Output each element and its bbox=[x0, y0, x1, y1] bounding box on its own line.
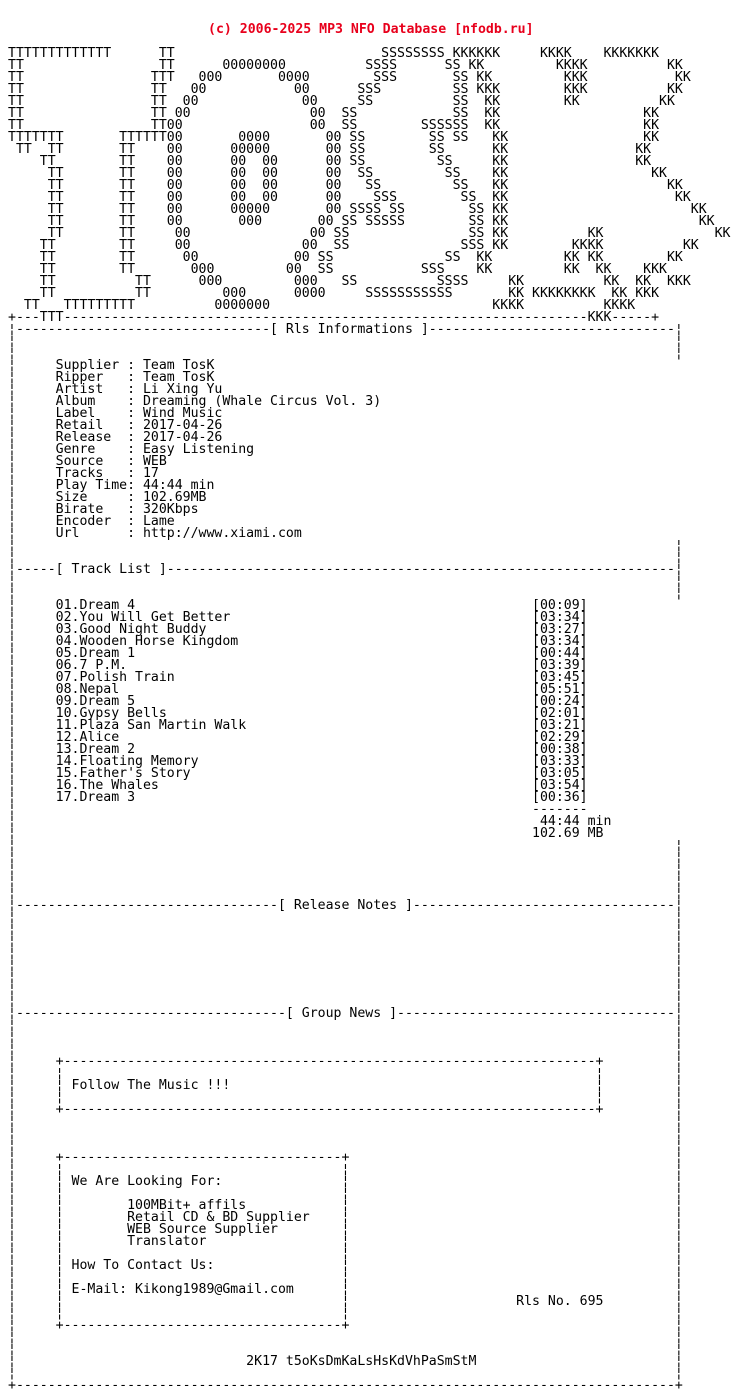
nfo-line: ¦ 06.7 P.M. [03:39] bbox=[8, 658, 588, 673]
nfo-line: ¦ Ripper : Team TosK bbox=[8, 370, 215, 385]
nfo-line: ¦ ¦ ¦ ¦ bbox=[8, 1066, 683, 1081]
nfo-line: ¦-----[ Track List ]----------------------------------------------------------------¦ bbox=[8, 562, 683, 577]
nfo-line: ¦ Source : WEB bbox=[8, 454, 167, 469]
nfo-document bbox=[8, 0, 744, 1392]
nfo-line: ¦ 05.Dream 1 [00:44] bbox=[8, 646, 588, 661]
nfo-line: ¦ ¦ bbox=[8, 1330, 683, 1345]
nfo-line: ¦ ¦ bbox=[8, 970, 683, 985]
nfo-line: ¦ ¦ bbox=[8, 946, 683, 961]
nfo-line: ¦ Supplier : Team TosK bbox=[8, 358, 215, 373]
nfo-line: TT TT 00 00 SS SS KK KK KK bbox=[8, 94, 675, 109]
nfo-line: ¦ 03.Good Night Buddy [03:27] bbox=[8, 622, 588, 637]
nfo-line: TT TT 00 00 SS SS KK KK KK bbox=[8, 226, 731, 241]
nfo-line: +---TTT------------------------------------------------------------------KKK-----+ bbox=[8, 310, 660, 325]
nfo-line: ¦ 02.You Will Get Better [03:34] bbox=[8, 610, 588, 625]
nfo-line: ¦ ¦ bbox=[8, 838, 683, 853]
nfo-line: ¦ ¦ How To Contact Us: ¦ ¦ bbox=[8, 1258, 683, 1273]
nfo-line: TT TT 00 000 00 SS SSSSS SS KK KK bbox=[8, 214, 715, 229]
nfo-line: ¦ +-------------------------------------------------------------------+ ¦ bbox=[8, 1102, 683, 1117]
nfo-line: ¦ ¦ bbox=[8, 874, 683, 889]
nfo-line: ¦ 10.Gypsy Bells [02:01] bbox=[8, 706, 588, 721]
nfo-line: ¦ ¦ bbox=[8, 1366, 683, 1381]
nfo-line: TT TT 00 00 SS SSS KK KKKK KK bbox=[8, 238, 699, 253]
nfo-line: ¦ 01.Dream 4 [00:09] bbox=[8, 598, 588, 613]
nfo-line: TT TT 00 00 00 00 SSS SS KK KK bbox=[8, 190, 691, 205]
nfo-line: ¦----------------------------------[ Group News ]-----------------------------------¦ bbox=[8, 1006, 683, 1021]
nfo-line: ¦ ¦ 100MBit+ affils ¦ ¦ bbox=[8, 1198, 683, 1213]
nfo-line: ¦ ¦ bbox=[8, 538, 683, 553]
nfo-line: ¦ 09.Dream 5 [00:24] bbox=[8, 694, 588, 709]
nfo-line: TT TT 000 000 SS SSSS KK KK KK KKK bbox=[8, 274, 691, 289]
nfo-line: ¦ ¦ bbox=[8, 1042, 683, 1057]
nfo-line: ¦ ¦ E-Mail: Kikong1989@Gmail.com ¦ ¦ bbox=[8, 1282, 683, 1297]
nfodb-credit-header: (c) 2006-2025 MP3 NFO Database [nfodb.ru] bbox=[208, 22, 534, 37]
nfo-line: ¦ 08.Nepal [05:51] bbox=[8, 682, 588, 697]
nfo-line: ¦ Tracks : 17 bbox=[8, 466, 159, 481]
nfo-line: ¦ ¦ Follow The Music !!! ¦ ¦ bbox=[8, 1078, 683, 1093]
nfo-line: ¦ ¦ bbox=[8, 922, 683, 937]
nfo-line: ¦ ¦ bbox=[8, 550, 683, 565]
nfo-line: ¦ Release : 2017-04-26 bbox=[8, 430, 223, 445]
nfo-line: ¦ ¦ bbox=[8, 1342, 683, 1357]
nfo-line: ¦ Play Time: 44:44 min bbox=[8, 478, 215, 493]
nfo-line: ¦ ¦ bbox=[8, 1114, 683, 1129]
nfo-line: ¦ 44:44 min bbox=[8, 814, 612, 829]
nfo-line: ¦ ¦ ¦ ¦ bbox=[8, 1246, 683, 1261]
nfo-line: TT TT 00000000 SSSS SS KK KKKK KK bbox=[8, 58, 683, 73]
nfo-line: TT TTT 000 0000 SSS SS KK KKK KK bbox=[8, 70, 691, 85]
nfo-line: ¦ +-------------------------------------------------------------------+ ¦ bbox=[8, 1054, 683, 1069]
nfo-line: TT TT 000 0000 SSSSSSSSSSS KK KKKKKKKK KK KKK bbox=[8, 286, 660, 301]
nfo-line: TT TT 00 00 SSS SS KKK KKK KK bbox=[8, 82, 683, 97]
nfo-line: TT TT TT 00 00000 00 SS SS KK KK bbox=[8, 142, 652, 157]
nfo-line: ¦ Size : 102.69MB bbox=[8, 490, 207, 505]
nfo-line: ¦ Genre : Easy Listening bbox=[8, 442, 255, 457]
nfo-line: ¦ ¦ We Are Looking For: ¦ ¦ bbox=[8, 1174, 683, 1189]
nfo-line: ¦ 13.Dream 2 [00:38] bbox=[8, 742, 588, 757]
nfo-line: ¦ ¦ bbox=[8, 850, 683, 865]
nfo-line: ¦ ¦ bbox=[8, 574, 683, 589]
nfo-line: TT TT 00 00 00 00 SS SS KK KK bbox=[8, 154, 652, 169]
nfo-line: ¦ Birate : 320Kbps bbox=[8, 502, 199, 517]
nfo-line: ¦ Encoder : Lame bbox=[8, 514, 175, 529]
nfo-line: +-----------------------------------------------------------------------------------+ bbox=[8, 1378, 683, 1392]
nfo-line: ¦ 04.Wooden Horse Kingdom [03:34] bbox=[8, 634, 588, 649]
nfo-line: ¦ ¦ WEB Source Supplier ¦ ¦ bbox=[8, 1222, 683, 1237]
nfo-line: ¦ Album : Dreaming (Whale Circus Vol. 3) bbox=[8, 394, 382, 409]
nfo-line: ¦ Retail : 2017-04-26 bbox=[8, 418, 223, 433]
nfo-line: TTTTTTTTTTTTT TT SSSSSSSS KKKKKK KKKK KKKKKKK bbox=[8, 46, 660, 61]
nfo-line: ¦---------------------------------[ Release Notes ]---------------------------------¦ bbox=[8, 898, 683, 913]
nfo-line: TT TT 00 00 SS SS KK KK KK KK bbox=[8, 250, 683, 265]
nfo-line: TT TTTTTTTTT 0000000 KKKK KKKK bbox=[8, 298, 636, 313]
nfo-line: ¦ 102.69 MB bbox=[8, 826, 604, 841]
nfo-line: ¦ 17.Dream 3 [00:36] bbox=[8, 790, 588, 805]
nfo-line: ¦ ¦ Translator ¦ ¦ bbox=[8, 1234, 683, 1249]
nfo-line: TT TT00 00 SS SSSSSS KK KK bbox=[8, 118, 660, 133]
nfo-line: ¦ ¦ bbox=[8, 862, 683, 877]
nfo-line: ¦ ¦ ¦ ¦ bbox=[8, 1090, 683, 1105]
nfo-line: ¦ ¦ bbox=[8, 346, 683, 361]
nfo-line: ¦ ¦ bbox=[8, 958, 683, 973]
nfo-line: ¦ Artist : Li Xing Yu bbox=[8, 382, 223, 397]
nfo-line: ¦ ¦ bbox=[8, 934, 683, 949]
nfo-line: ¦ ¦ Retail CD & BD Supplier ¦ ¦ bbox=[8, 1210, 683, 1225]
nfo-line: ¦ 11.Plaza San Martin Walk [03:21] bbox=[8, 718, 588, 733]
nfo-line: TT TT 00 00 SS SS KK KK bbox=[8, 106, 660, 121]
nfo-line: TT TT 00 00 00 00 SS SS KK KK bbox=[8, 178, 683, 193]
nfo-line: ¦ 15.Father's Story [03:05] bbox=[8, 766, 588, 781]
nfo-line: ¦ ¦ ¦ ¦ bbox=[8, 1306, 683, 1321]
nfo-line: TT TT 00 00 00 00 SS SS KK KK bbox=[8, 166, 667, 181]
nfo-line: ¦ Label : Wind Music bbox=[8, 406, 223, 421]
nfo-line: ¦ ¦ bbox=[8, 1018, 683, 1033]
nfo-line: ¦ ¦ ¦ ¦ bbox=[8, 1270, 683, 1285]
nfo-line: ¦ 16.The Whales [03:54] bbox=[8, 778, 588, 793]
nfo-line: ¦ ¦ bbox=[8, 910, 683, 925]
nfo-line: ¦ ¦ bbox=[8, 982, 683, 997]
nfo-line: ¦ Url : http://www.xiami.com bbox=[8, 526, 302, 541]
nfo-line: TTTTTTT TTTTTT00 0000 00 SS SS SS KK KK bbox=[8, 130, 660, 145]
nfo-line: ¦ ¦ ¦ ¦ bbox=[8, 1162, 683, 1177]
nfo-line: ¦ ¦ bbox=[8, 1126, 683, 1141]
nfo-line: ¦ 12.Alice [02:29] bbox=[8, 730, 588, 745]
nfo-line: ¦ ¦ bbox=[8, 334, 683, 349]
nfo-line: ¦--------------------------------[ Rls Informations ]-------------------------------¦ bbox=[8, 322, 683, 337]
nfo-line: ¦ +-----------------------------------+ ¦ bbox=[8, 1150, 683, 1165]
nfo-line: ¦ ¦ bbox=[8, 1030, 683, 1045]
nfo-line: ¦ 2K17 t5oKsDmKaLsHsKdVhPaSmStM ¦ bbox=[8, 1354, 683, 1369]
nfo-line: ¦ ¦ ¦ ¦ bbox=[8, 1186, 683, 1201]
nfo-line: ¦ ¦ bbox=[8, 886, 683, 901]
nfo-line: TT TT 00 00000 00 SSSS SS SS KK KK bbox=[8, 202, 707, 217]
nfo-line: ¦ ¦ bbox=[8, 994, 683, 1009]
nfo-line: ¦ 07.Polish Train [03:45] bbox=[8, 670, 588, 685]
nfo-line: ¦ +-----------------------------------+ ¦ bbox=[8, 1318, 683, 1333]
nfo-line: ¦ ¦ bbox=[8, 1138, 683, 1153]
nfo-line: ¦ ------- bbox=[8, 802, 588, 817]
nfo-line: ¦ 14.Floating Memory [03:33] bbox=[8, 754, 588, 769]
nfo-line: ¦ ¦ bbox=[8, 586, 683, 601]
nfo-line: ¦ ¦ ¦ Rls No. 695 ¦ bbox=[8, 1294, 683, 1309]
nfo-line: TT TT 000 00 SS SSS KK KK KK KKK bbox=[8, 262, 667, 277]
